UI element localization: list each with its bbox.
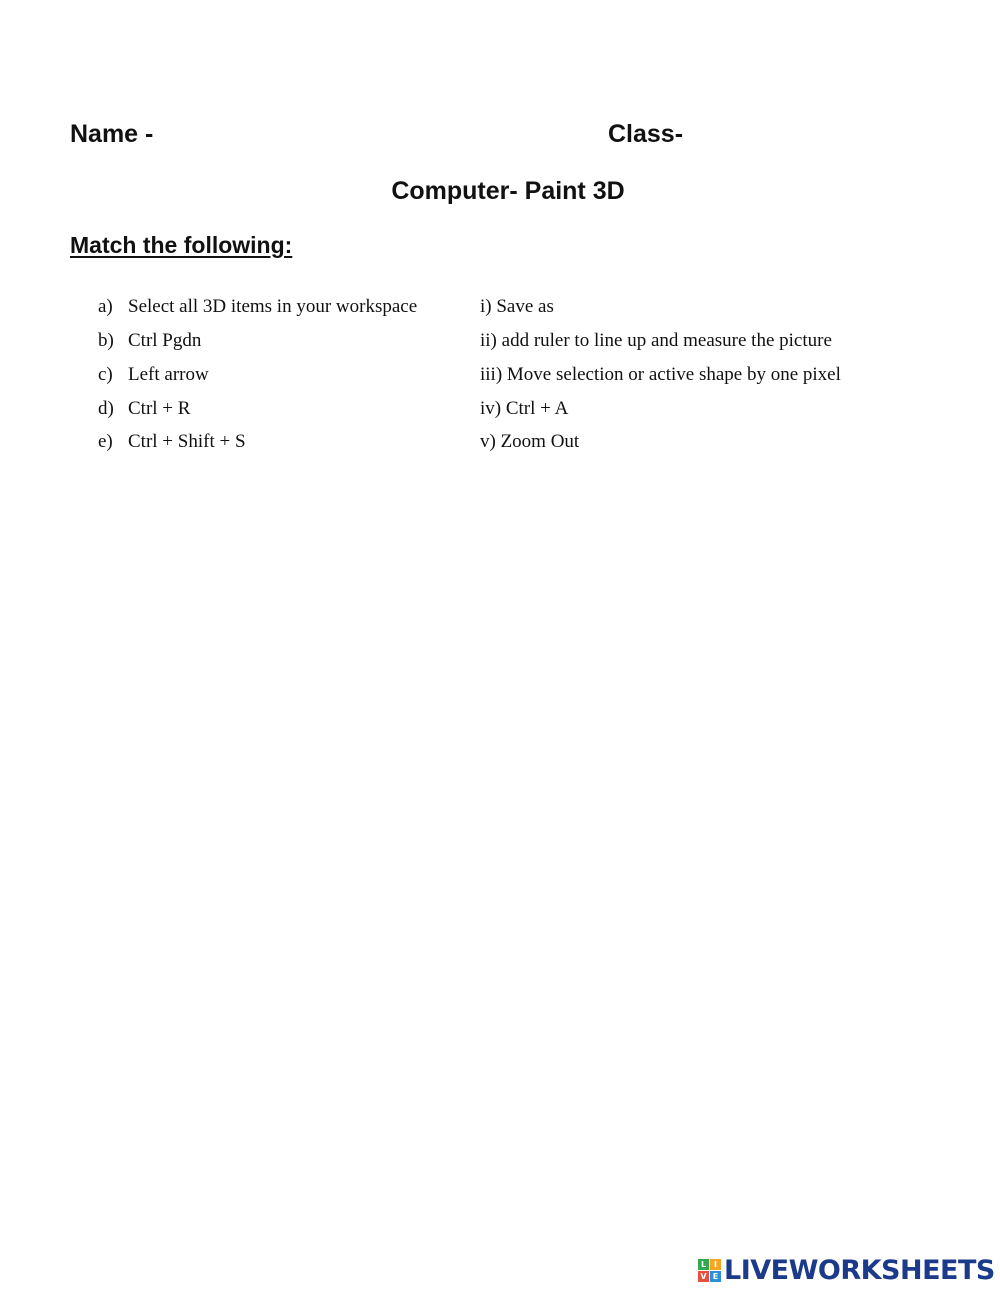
class-label: Class- — [608, 120, 684, 148]
row-letter: a) — [98, 296, 113, 317]
left-item: Ctrl Pgdn — [128, 330, 202, 351]
row-letter: c) — [98, 364, 113, 385]
row-letter: d) — [98, 398, 114, 419]
match-row — [0, 364, 1000, 394]
right-item: i) Save as — [480, 296, 554, 317]
match-row — [0, 431, 1000, 461]
right-item: iii) Move selection or active shape by one pixel — [480, 364, 841, 385]
left-item: Select all 3D items in your workspace — [128, 296, 418, 317]
brand-wordmark: LIVEWORKSHEETS — [724, 1254, 995, 1286]
match-row — [0, 296, 1000, 326]
right-item: v) Zoom Out — [480, 431, 580, 452]
logo-tile-l: L — [698, 1259, 709, 1270]
match-row — [0, 330, 1000, 360]
logo-tile-i: I — [710, 1259, 721, 1270]
name-label: Name - — [70, 120, 154, 148]
liveworksheets-logo-icon — [698, 1259, 721, 1282]
left-item: Ctrl + R — [128, 398, 191, 419]
left-item: Ctrl + Shift + S — [128, 431, 246, 452]
row-letter: b) — [98, 330, 114, 351]
logo-tile-e: E — [710, 1271, 721, 1282]
logo-tile-v: V — [698, 1271, 709, 1282]
right-item: ii) add ruler to line up and measure the picture — [480, 330, 832, 351]
section-heading: Match the following: — [70, 232, 293, 258]
page-title: Computer- Paint 3D — [391, 177, 625, 205]
liveworksheets-logo — [698, 1254, 995, 1286]
row-letter: e) — [98, 431, 113, 452]
left-item: Left arrow — [128, 364, 209, 385]
match-row — [0, 398, 1000, 428]
right-item: iv) Ctrl + A — [480, 398, 569, 419]
